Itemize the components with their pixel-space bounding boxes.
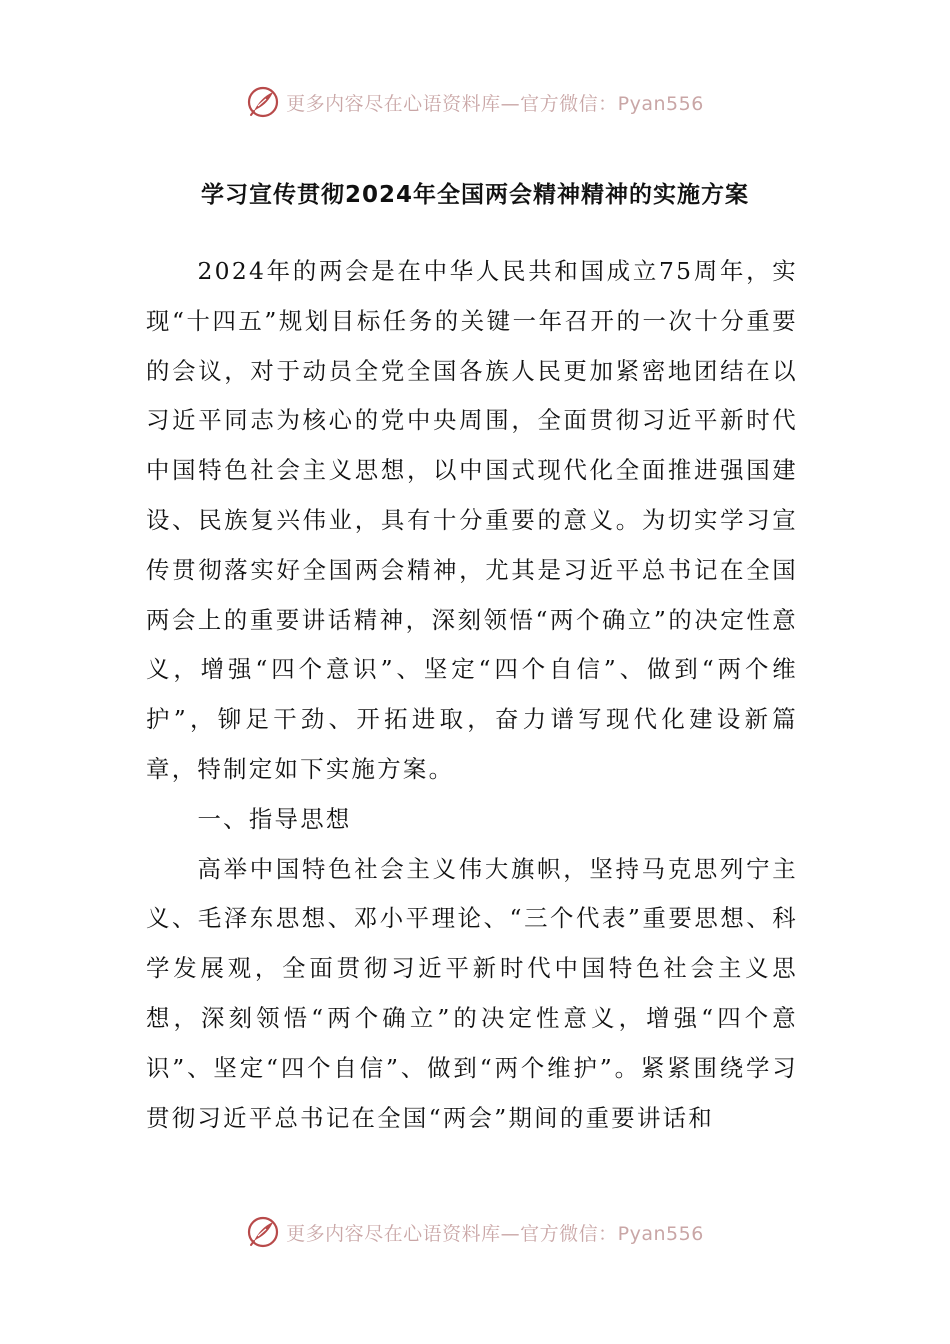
- watermark-wechat-id: Pyan556: [617, 92, 704, 115]
- watermark-wechat-id: Pyan556: [617, 1222, 704, 1245]
- quill-logo-icon: [246, 1215, 280, 1249]
- watermark-header: [0, 82, 950, 122]
- paragraph-guiding-ideology: 高举中国特色社会主义伟大旗帜，坚持马克思列宁主义、毛泽东思想、邓小平理论、“三个代表”重要思想、科学发展观，全面贯彻习近平新时代中国特色社会主义思想，深刻领悟“两个确立”的决定性意义，增强“四个意识”、坚定“四个自信”、做到“两个维护”。紧紧围绕学习贯彻习近平总书记在全国“两会”期间的重要讲话和: [146, 854, 798, 1132]
- document-body: [146, 247, 798, 1143]
- watermark-text: 更多内容尽在心语资料库—官方微信：Pyan556: [286, 92, 704, 115]
- paragraph-intro: 2024年的两会是在中华人民共和国成立75周年，实现“十四五”规划目标任务的关键一年召开的一次十分重要的会议，对于动员全党全国各族人民更加紧密地团结在以习近平同志为核心的党中央周围，全面贯彻习近平新时代中国特色社会主义思想，以中国式现代化全面推进强国建设、民族复兴伟业，具有十分重要的意义。为切实学习宣传贯彻落实好全国两会精神，尤其是习近平总书记在全国两会上的重要讲话精神，深刻领悟“两个确立”的决定性意义，增强“四个意识”、坚定“四个自信”、做到“两个维护”，铆足干劲、开拓进取，奋力谱写现代化建设新篇章，特制定如下实施方案。: [146, 257, 798, 783]
- watermark-text: 更多内容尽在心语资料库—官方微信：Pyan556: [286, 1222, 704, 1245]
- section-heading-guiding-ideology: 一、指导思想: [197, 804, 352, 833]
- quill-logo-icon: [246, 85, 280, 119]
- watermark-footer: [0, 1212, 950, 1252]
- document-title: 学习宣传贯彻2024年全国两会精神精神的实施方案: [200, 182, 749, 208]
